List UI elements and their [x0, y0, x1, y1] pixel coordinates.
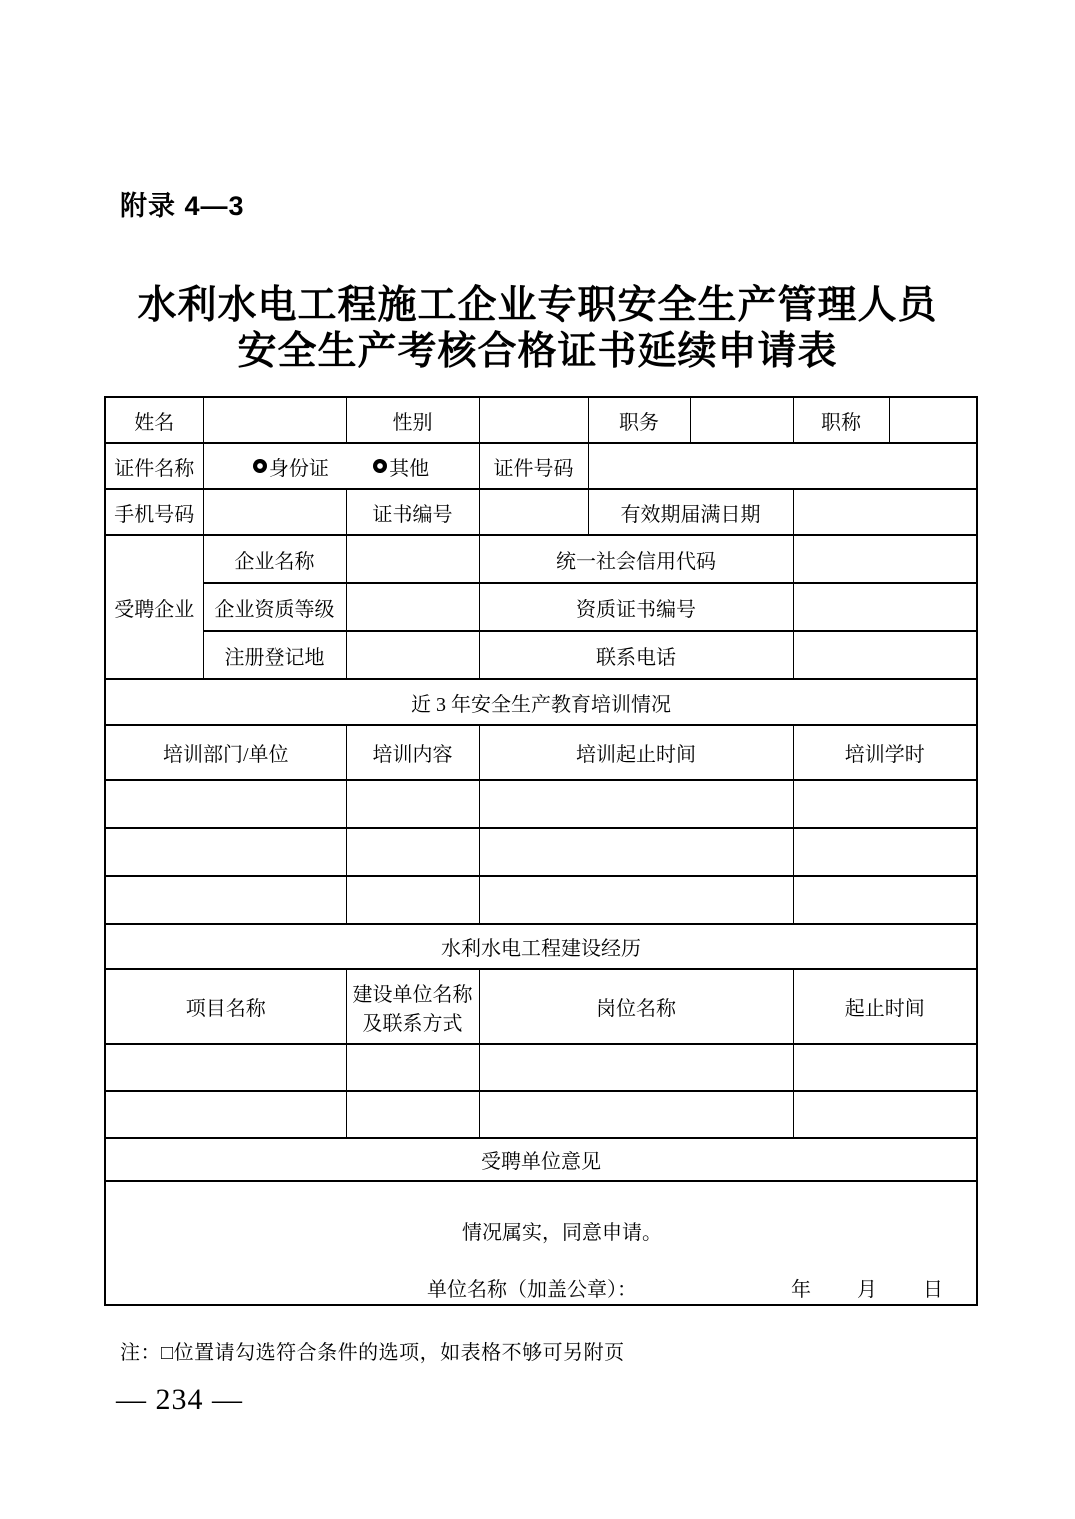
- row-opinion-section-title: [105, 1138, 977, 1181]
- training-header-period-cell: 培训起止时间: [479, 725, 793, 780]
- opinion-statement: 情况属实，同意申请。: [462, 1222, 662, 1245]
- company-name-label-cell: 企业名称: [203, 535, 346, 583]
- experience-row: [105, 1091, 977, 1138]
- experience-period-cell: [793, 1044, 977, 1091]
- experience-owner-cell: [346, 1091, 479, 1138]
- training-dept-cell: [105, 876, 346, 924]
- training-header-hours-cell: 培训学时: [793, 725, 977, 780]
- page-number: — 234 —: [116, 1383, 243, 1417]
- qualification-cert-value-cell: [793, 583, 977, 631]
- registered-place-label-cell: 注册登记地: [203, 631, 346, 679]
- experience-post-cell: [479, 1044, 793, 1091]
- experience-header-post-cell: 岗位名称: [479, 969, 793, 1044]
- experience-project-cell: [105, 1044, 346, 1091]
- seal-line: [111, 1273, 971, 1302]
- credit-code-value-cell: [793, 535, 977, 583]
- id-number-label-cell: 证件号码: [479, 443, 588, 489]
- experience-post-cell: [479, 1091, 793, 1138]
- gender-label-cell: 性别: [346, 397, 479, 443]
- gender-value-cell: [479, 397, 588, 443]
- year-label: 年: [791, 1279, 811, 1302]
- option-id-card: [253, 452, 329, 481]
- document-title-line2: 安全生产考核合格证书延续申请表: [237, 329, 838, 373]
- row-employer-name: [105, 535, 977, 583]
- training-row: [105, 876, 977, 924]
- experience-owner-cell: [346, 1044, 479, 1091]
- radio-icon: [373, 459, 387, 473]
- row-id-document: [105, 443, 977, 489]
- row-training-section-title: [105, 679, 977, 725]
- id-type-options-cell: [203, 443, 479, 489]
- seal-label: 单位名称（加盖公章）：: [427, 1279, 637, 1302]
- qualification-level-value-cell: [346, 583, 479, 631]
- training-dept-cell: [105, 780, 346, 828]
- mobile-value-cell: [203, 489, 346, 535]
- row-basic-info: [105, 397, 977, 443]
- row-employer-registration: [105, 631, 977, 679]
- qualification-level-label-cell: 企业资质等级: [203, 583, 346, 631]
- expiry-label-cell: 有效期届满日期: [588, 489, 793, 535]
- training-content-cell: [346, 780, 479, 828]
- experience-period-cell: [793, 1091, 977, 1138]
- radio-icon: [253, 459, 267, 473]
- experience-section-title-cell: 水利水电工程建设经历: [105, 924, 977, 969]
- opinion-section-title-cell: 受聘单位意见: [105, 1138, 977, 1181]
- company-name-value-cell: [346, 535, 479, 583]
- cert-no-label-cell: 证书编号: [346, 489, 479, 535]
- opinion-body-cell: [105, 1181, 977, 1305]
- training-dept-cell: [105, 828, 346, 876]
- cert-no-value-cell: [479, 489, 588, 535]
- position-label-cell: 职务: [588, 397, 690, 443]
- experience-header-owner-cell: 建设单位名称及联系方式: [346, 969, 479, 1044]
- training-section-title-cell: 近 3 年安全生产教育培训情况: [105, 679, 977, 725]
- id-type-label-cell: 证件名称: [105, 443, 203, 489]
- application-form-table: [104, 396, 978, 1306]
- job-title-value-cell: [889, 397, 977, 443]
- document-title: [0, 283, 1075, 374]
- row-experience-headers: [105, 969, 977, 1044]
- contact-phone-label-cell: 联系电话: [479, 631, 793, 679]
- training-content-cell: [346, 876, 479, 924]
- training-hours-cell: [793, 876, 977, 924]
- row-training-headers: [105, 725, 977, 780]
- day-label: 日: [923, 1279, 943, 1302]
- training-period-cell: [479, 876, 793, 924]
- credit-code-label-cell: 统一社会信用代码: [479, 535, 793, 583]
- employer-group-label-cell: 受聘企业: [105, 535, 203, 679]
- experience-header-project-cell: 项目名称: [105, 969, 346, 1044]
- row-experience-section-title: [105, 924, 977, 969]
- mobile-label-cell: 手机号码: [105, 489, 203, 535]
- row-contact-cert: [105, 489, 977, 535]
- training-header-dept-cell: 培训部门/单位: [105, 725, 346, 780]
- training-row: [105, 780, 977, 828]
- id-number-value-cell: [588, 443, 977, 489]
- registered-place-value-cell: [346, 631, 479, 679]
- position-value-cell: [690, 397, 793, 443]
- expiry-value-cell: [793, 489, 977, 535]
- training-period-cell: [479, 828, 793, 876]
- qualification-cert-label-cell: 资质证书编号: [479, 583, 793, 631]
- experience-row: [105, 1044, 977, 1091]
- experience-header-period-cell: 起止时间: [793, 969, 977, 1044]
- document-title-line1: 水利水电工程施工企业专职安全生产管理人员: [137, 284, 938, 327]
- option-other: [373, 452, 429, 481]
- name-value-cell: [203, 397, 346, 443]
- training-period-cell: [479, 780, 793, 828]
- training-hours-cell: [793, 828, 977, 876]
- row-employer-qualification: [105, 583, 977, 631]
- month-label: 月: [857, 1279, 877, 1302]
- date-fields: [791, 1273, 943, 1302]
- experience-project-cell: [105, 1091, 346, 1138]
- training-hours-cell: [793, 780, 977, 828]
- contact-phone-value-cell: [793, 631, 977, 679]
- training-row: [105, 828, 977, 876]
- option-id-card-label: 身份证: [268, 457, 329, 480]
- appendix-label: 附录 4—3: [120, 191, 245, 221]
- option-other-label: 其他: [389, 457, 430, 480]
- job-title-label-cell: 职称: [793, 397, 889, 443]
- name-label-cell: 姓名: [105, 397, 203, 443]
- footnote: 注：□位置请勾选符合条件的选项，如表格不够可另附页: [120, 1342, 625, 1365]
- row-opinion-body: [105, 1181, 977, 1305]
- training-header-content-cell: 培训内容: [346, 725, 479, 780]
- training-content-cell: [346, 828, 479, 876]
